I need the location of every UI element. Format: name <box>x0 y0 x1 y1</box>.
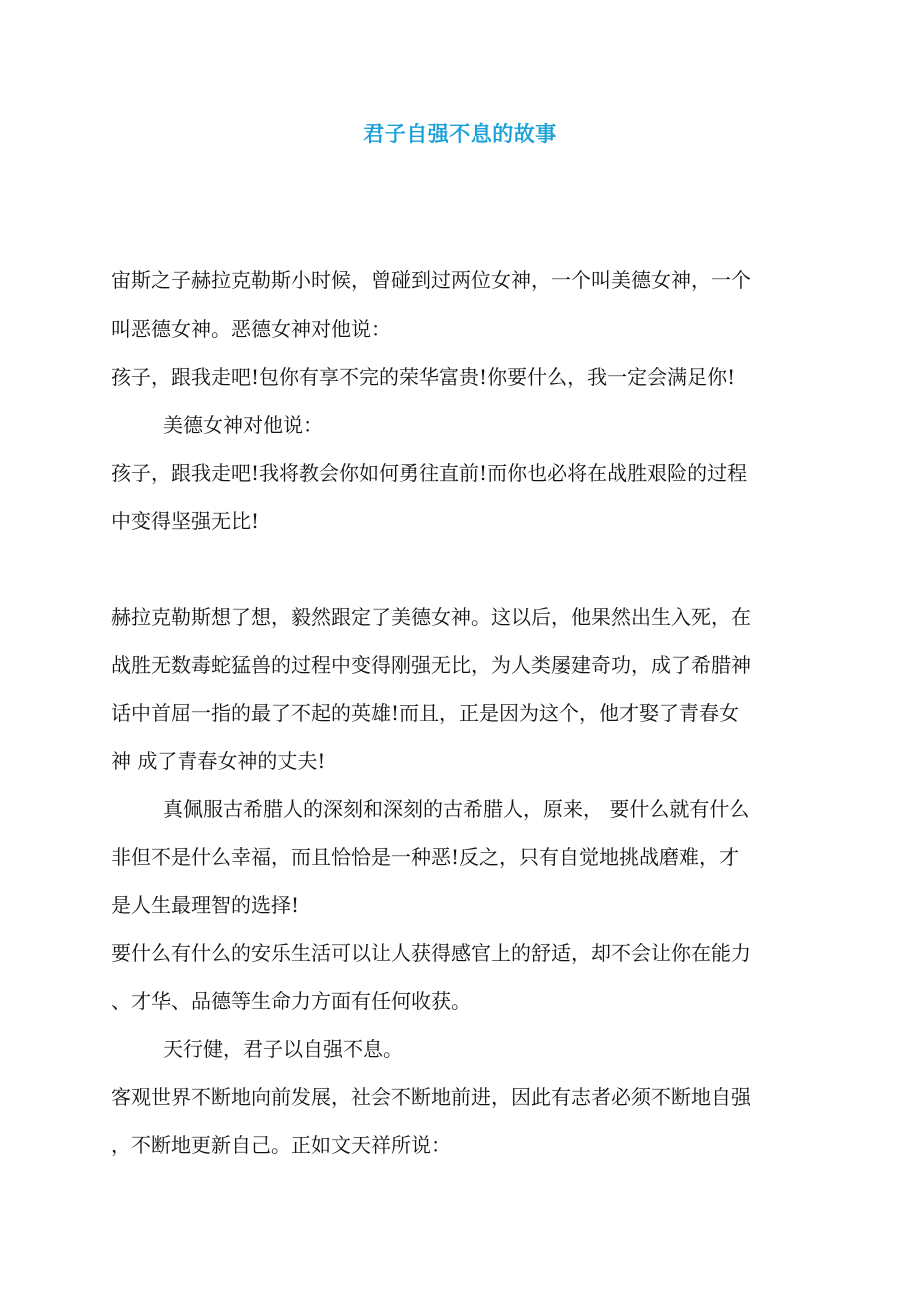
paragraph-line: 战胜无数毒蛇猛兽的过程中变得刚强无比，为人类屡建奇功，成了希腊神 <box>111 653 751 677</box>
paragraph-line: 真佩服古希腊人的深刻和深刻的古希腊人，原来， 要什么就有什么 <box>163 797 750 821</box>
paragraph-line: 神 成了青春女神的丈夫! <box>111 749 326 773</box>
document-title: 君子自强不息的故事 <box>363 122 557 146</box>
paragraph-line: ，不断地更新自己。正如文天祥所说： <box>111 1133 451 1157</box>
paragraph-line: 要什么有什么的安乐生活可以让人获得感官上的舒适，却不会让你在能力 <box>111 941 751 965</box>
paragraph-line: 话中首屈一指的最了不起的英雄!而且，正是因为这个，他才娶了青春女 <box>111 701 740 725</box>
paragraph-line: 叫恶德女神。恶德女神对他说： <box>111 317 391 341</box>
paragraph-line: 、才华、品德等生命力方面有任何收获。 <box>111 989 471 1013</box>
paragraph-line: 中变得坚强无比! <box>111 509 260 533</box>
paragraph-line: 美德女神对他说： <box>163 413 323 437</box>
paragraph-line: 是人生最理智的选择! <box>111 893 300 917</box>
paragraph-line: 宙斯之子赫拉克勒斯小时候，曾碰到过两位女神，一个叫美德女神，一个 <box>111 268 751 292</box>
paragraph-line: 孩子，跟我走吧!包你有享不完的荣华富贵!你要什么，我一定会满足你! <box>111 365 736 389</box>
paragraph-line: 孩子，跟我走吧!我将教会你如何勇往直前!而你也必将在战胜艰险的过程 <box>111 461 748 485</box>
paragraph-line: 赫拉克勒斯想了想，毅然跟定了美德女神。这以后，他果然出生入死，在 <box>111 605 751 629</box>
paragraph-line: 客观世界不断地向前发展，社会不断地前进，因此有志者必须不断地自强 <box>111 1085 751 1109</box>
paragraph-line: 非但不是什么幸福，而且恰恰是一种恶!反之，只有自觉地挑战磨难，才 <box>111 845 740 869</box>
paragraph-line: 天行健，君子以自强不息。 <box>163 1037 403 1061</box>
